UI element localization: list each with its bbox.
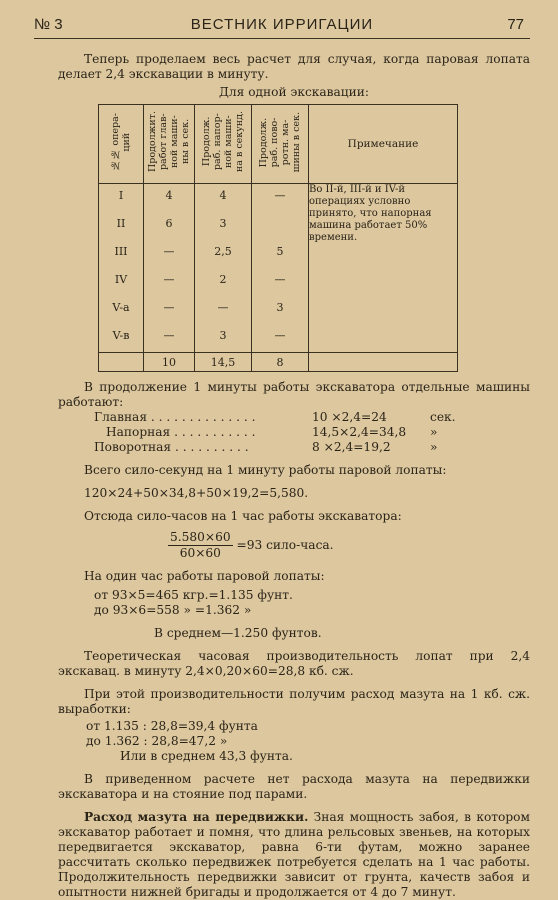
col-header-note: Примечание	[309, 105, 458, 184]
fuel-range-2	[58, 719, 530, 749]
cell: 5	[252, 240, 309, 268]
fraction-formula: $\frac{5.580\times 60}{60\times 60}$ =93 сило-часа.	[170, 530, 334, 560]
article-body	[58, 52, 530, 900]
moves-paragraph	[58, 810, 530, 900]
list-item: до 93×6=558 » =1.362 »	[94, 603, 252, 617]
cell: 10	[144, 353, 195, 372]
col-header-main: Продолжит. работ глав- ной маши- ны в сек.	[144, 105, 195, 184]
section-heading: Расход мазута на передвижки.	[84, 810, 309, 824]
fuel-range-1	[58, 588, 530, 618]
totals-row	[99, 353, 458, 372]
cell: —	[144, 268, 195, 296]
cell: —	[195, 296, 252, 324]
table-row	[99, 184, 458, 213]
list-item: до 1.362 : 28,8=47,2 »	[86, 734, 228, 748]
list-item: Главная . . . . . . . . . . . . . . 10 ×2,4=24 сек.	[94, 410, 456, 424]
cell: —	[144, 296, 195, 324]
cell: 3	[195, 324, 252, 353]
average-1: В среднем—1.250 фунтов.	[154, 626, 322, 640]
cell: —	[144, 324, 195, 353]
cell: —	[252, 324, 309, 353]
cell: 3	[195, 212, 252, 240]
cell	[252, 212, 309, 240]
cell: 14,5	[195, 353, 252, 372]
cell: V-a	[99, 296, 144, 324]
cell	[99, 353, 144, 372]
cell	[309, 353, 458, 372]
table-caption: Для одной экскавации:	[219, 85, 369, 99]
cell: III	[99, 240, 144, 268]
per-hour-paragraph: На один час работы паровой лопаты:	[84, 569, 325, 583]
cell: 2,5	[195, 240, 252, 268]
page-header	[34, 14, 530, 39]
hours-paragraph: Отсюда сило-часов на 1 час работы экскаватора:	[84, 509, 402, 523]
col-header-swing: Продолж. раб. пово- ротн. ма- шины в сек.	[252, 105, 309, 184]
machines-list	[58, 410, 530, 455]
cell: 2	[195, 268, 252, 296]
cell: 4	[144, 184, 195, 213]
table-note: Во II-й, III-й и IV-й операциях условно принято, что напорная машина работает 50% времени.	[309, 184, 458, 353]
cell: 4	[195, 184, 252, 213]
cell: V-в	[99, 324, 144, 353]
journal-title: ВЕСТНИК ИРРИГАЦИИ	[190, 16, 374, 33]
cell: II	[99, 212, 144, 240]
list-item: от 1.135 : 28,8=39,4 фунта	[86, 719, 258, 733]
section-text: Зная мощность забоя, в котором экскаватор работает и помня, что длина рельсовых звеньев, на которых передвигается экскаватор, равна 6-ти футам, можно заранее рассчитать сколько передвижек потребуется сделать на 1 час работы. Продолжительность передвижки зависит от грунта, качеств забоя и опытности нижней бригады и продолжается от 4 до 7 минут.	[58, 810, 530, 899]
note-paragraph: В приведенном расчете нет расхода мазута на передвижки экскаватора и на стояние под парами.	[58, 772, 530, 801]
cell: —	[252, 184, 309, 213]
cell: I	[99, 184, 144, 213]
cell: 3	[252, 296, 309, 324]
col-header-operations: №№ опера- ций	[99, 105, 144, 184]
cell: —	[252, 268, 309, 296]
cell: 8	[252, 353, 309, 372]
list-item: Поворотная . . . . . . . . . . 8 ×2,4=19,2 »	[94, 440, 438, 454]
cell: —	[144, 240, 195, 268]
cell: IV	[99, 268, 144, 296]
cell: 6	[144, 212, 195, 240]
average-2: Или в среднем 43,3 фунта.	[120, 749, 293, 763]
machines-paragraph: В продолжение 1 минуты работы экскаватора отдельные машины работают:	[58, 380, 530, 409]
total-power-paragraph: Всего сило-секунд на 1 минуту работы паровой лопаты:	[84, 463, 447, 477]
page-number: 77	[507, 16, 524, 33]
intro-paragraph: Теперь проделаем весь расчет для случая, когда паровая лопата делает 2,4 экскавации в минуту.	[58, 52, 530, 81]
list-item: от 93×5=465 кгр.=1.135 фунт.	[94, 588, 293, 602]
formula-total: 120×24+50×34,8+50×19,2=5,580.	[84, 486, 309, 500]
excavation-table	[98, 104, 458, 372]
col-header-pressure: Продолж. раб. напор- ной маши- на в секунд.	[195, 105, 252, 184]
list-item: Напорная . . . . . . . . . . . 14,5×2,4=34,8 »	[106, 425, 438, 439]
issue-number: № 3	[34, 16, 63, 33]
consumption-paragraph: При этой производительности получим расход мазута на 1 кб. сж. выработки:	[58, 687, 530, 716]
productivity-paragraph: Теоретическая часовая производительность лопат при 2,4 экскавац. в минуту 2,4×0,20×60=28,8 кб. сж.	[58, 649, 530, 678]
